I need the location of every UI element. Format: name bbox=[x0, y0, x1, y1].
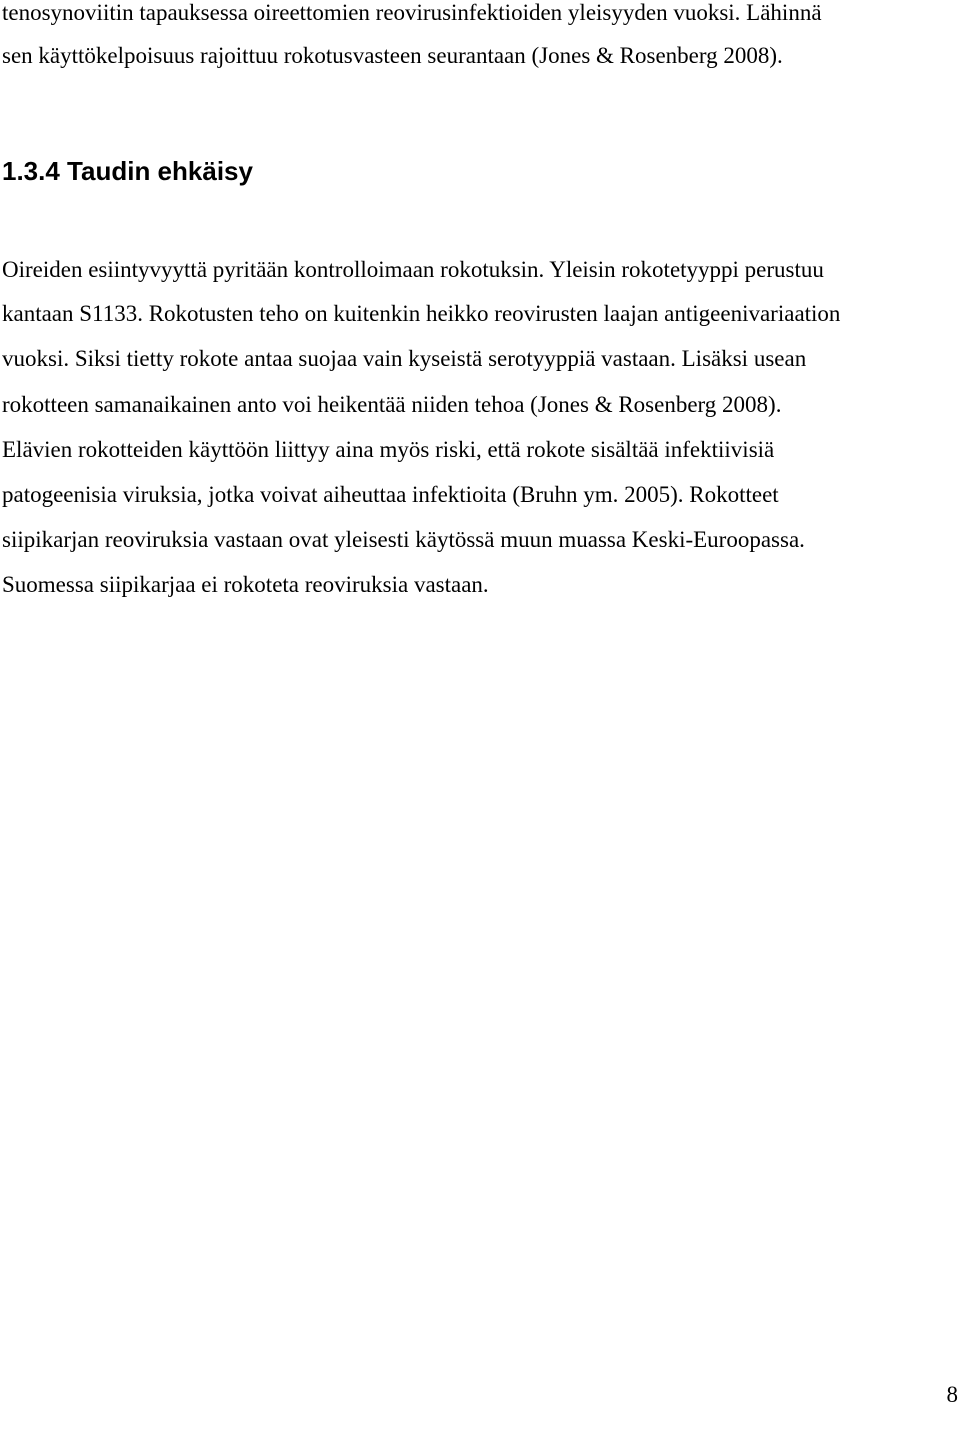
body-text-line: Elävien rokotteiden käyttöön liittyy aina myös riski, että rokote sisältää infektiivisiä bbox=[2, 437, 775, 462]
page-number: 8 bbox=[946, 1382, 958, 1407]
section-heading: 1.3.4 Taudin ehkäisy bbox=[2, 156, 253, 186]
body-text-line: tenosynoviitin tapauksessa oireettomien reovirusinfektioiden yleisyyden vuoksi. Lähinnä bbox=[2, 0, 822, 25]
body-text-line: kantaan S1133. Rokotusten teho on kuitenkin heikko reovirusten laajan antigeenivariaation bbox=[2, 301, 841, 326]
body-text-line: vuoksi. Siksi tietty rokote antaa suojaa vain kyseistä serotyyppiä vastaan. Lisäksi usean bbox=[2, 346, 807, 371]
body-text-line: siipikarjan reoviruksia vastaan ovat yleisesti käytössä muun muassa Keski-Euroopassa. bbox=[2, 527, 805, 552]
body-text-line: sen käyttökelpoisuus rajoittuu rokotusvasteen seurantaan (Jones & Rosenberg 2008). bbox=[2, 43, 783, 68]
body-text-line: rokotteen samanaikainen anto voi heikentää niiden tehoa (Jones & Rosenberg 2008). bbox=[2, 392, 782, 417]
body-text-line: Suomessa siipikarjaa ei rokoteta reoviruksia vastaan. bbox=[2, 572, 489, 597]
body-text-line: Oireiden esiintyvyyttä pyritään kontrolloimaan rokotuksin. Yleisin rokotetyyppi perustuu bbox=[2, 257, 824, 282]
body-text-line: patogeenisia viruksia, jotka voivat aiheuttaa infektioita (Bruhn ym. 2005). Rokotteet bbox=[2, 482, 779, 507]
